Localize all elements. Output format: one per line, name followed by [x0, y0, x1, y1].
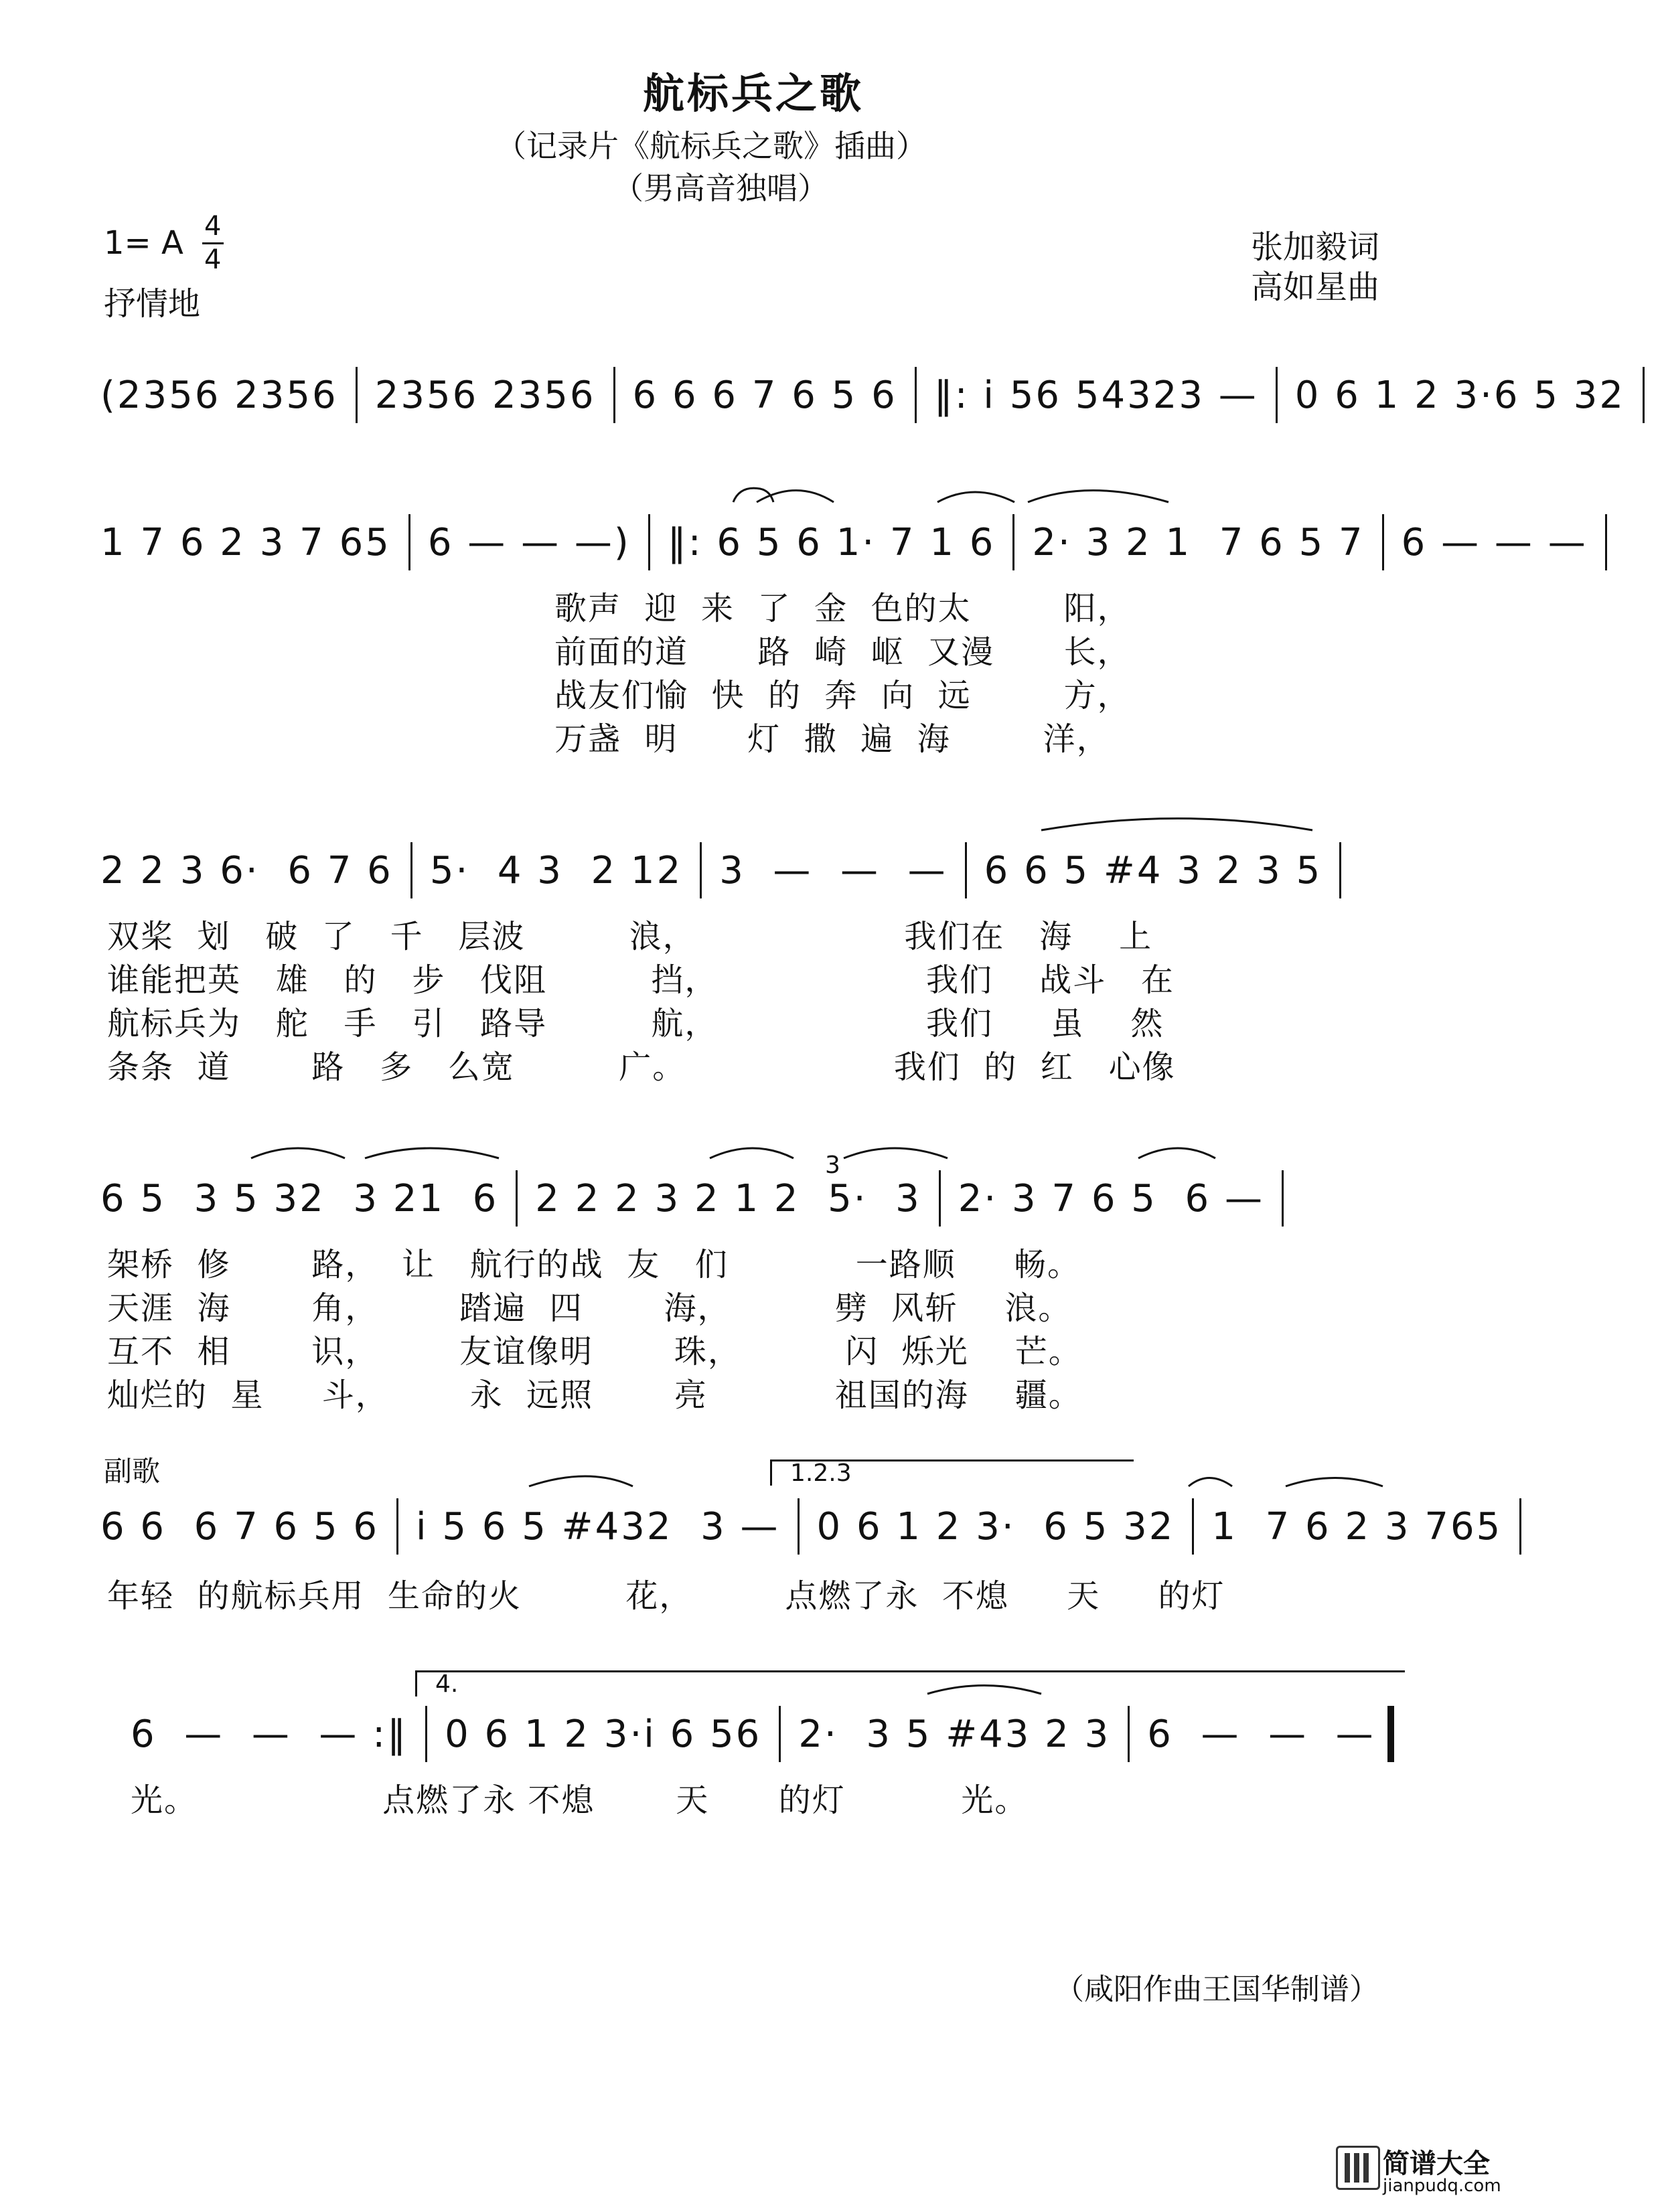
slur — [365, 1148, 499, 1158]
lyrics-verse-1: 双桨 划 破 了 千 层波 浪， 我们在 海 上 — [107, 918, 1153, 955]
measure: ‖: i 56 54323 — — [933, 373, 1258, 417]
transcriber-credit: （咸阳作曲王国华制谱） — [1055, 1972, 1379, 2006]
slur — [1189, 1478, 1232, 1487]
measure: 2 2 3 6· 6 7 6 — [100, 848, 393, 892]
lyrics-chorus: 年轻 的航标兵用 生命的火 花， 点燃了永 不熄 天 的灯 — [107, 1577, 1225, 1615]
measure: 5· 4 3 2 12 — [429, 848, 683, 892]
measure: 6 — — — — [1147, 1712, 1375, 1756]
slur — [1041, 819, 1312, 831]
triplet-marker: 3 — [825, 1152, 840, 1179]
lyrics-verse-2: 天涯 海 角， 踏遍 四 海， 劈 风斩 浪。 — [107, 1289, 1072, 1327]
lyrics-verse-3: 互不 相 识， 友谊像明 珠， 闪 烁光 芒。 — [107, 1333, 1082, 1370]
slur — [710, 1148, 794, 1158]
lyrics-ending: 光。 点燃了永 不熄 天 的灯 光。 — [131, 1782, 1029, 1819]
slur — [937, 492, 1014, 502]
subtitle-film: （记录片《航标兵之歌》插曲） — [496, 128, 927, 164]
measure: 6 6 5 #4 3 2 3 5 — [984, 848, 1323, 892]
lyrics-verse-1: 歌声 迎 来 了 金 色的太 阳， — [554, 590, 1131, 627]
slur — [733, 488, 773, 502]
measure: ‖: 6 5 6 1· 7 1 6 — [667, 520, 996, 564]
measure: 2 2 2 3 2 1 2 5· 3 — [535, 1176, 921, 1220]
barline — [1519, 1498, 1521, 1555]
lyrics-verse-4: 条条 道 路 多 么宽 广。 我们 的 红 心像 — [107, 1048, 1176, 1086]
slur — [529, 1476, 633, 1486]
measure: 3 — — — — [719, 848, 948, 892]
song-title: 航标兵之歌 — [643, 69, 864, 118]
measure: 6 6 6 7 6 5 6 — [632, 373, 897, 417]
measure: 2· 3 2 1 7 6 5 7 — [1032, 520, 1365, 564]
measure: 2· 3 5 #43 2 3 — [798, 1712, 1111, 1756]
time-signature-bottom: 4 — [204, 244, 222, 275]
watermark-url: jianpudq.com — [1383, 2176, 1501, 2196]
subtitle-voice: （男高音独唱） — [613, 170, 828, 206]
measure: 2· 3 7 6 5 6 — — [958, 1176, 1264, 1220]
slur — [927, 1686, 1041, 1694]
volta-label-1: 1.2.3 — [790, 1459, 852, 1487]
measure: 0 6 1 2 3·i 6 56 — [445, 1712, 762, 1756]
measure: 0 6 1 2 3· 6 5 32 — [816, 1504, 1175, 1549]
measure: 6 — — —) — [427, 520, 631, 564]
barline — [1643, 367, 1645, 423]
lyrics-verse-2: 谁能把英 雄 的 步 伐阻 挡， 我们 战斗 在 — [107, 961, 1175, 999]
lyrics-verse-4: 灿烂的 星 斗， 永 远照 亮 祖国的海 疆。 — [107, 1376, 1082, 1414]
lyrics-verse-3: 航标兵为 舵 手 引 路导 航， 我们 虽 然 — [107, 1005, 1164, 1042]
measure: 6 5 3 5 32 3 21 6 — [100, 1176, 499, 1220]
lyrics-verse-3: 战友们愉 快 的 奔 向 远 方， — [554, 677, 1131, 714]
slur — [844, 1148, 948, 1158]
chorus-label: 副歌 — [104, 1455, 161, 1488]
measure: (2356 2356 — [100, 373, 338, 417]
measure: 6 — — — :‖ — [131, 1712, 408, 1756]
watermark-name: 简谱大全 — [1383, 2148, 1490, 2179]
composer: 高如星曲 — [1251, 268, 1380, 306]
slur — [1286, 1478, 1383, 1487]
measure: 1 7 6 2 3 765 — [1211, 1504, 1503, 1549]
slur — [251, 1148, 345, 1158]
measure: 6 — — — — [1401, 520, 1588, 564]
lyricist: 张加毅词 — [1251, 228, 1380, 266]
barline — [1605, 514, 1607, 570]
measure: i 5 6 5 #432 3 — — [416, 1504, 780, 1549]
slur — [1028, 491, 1168, 503]
lyrics-verse-4: 万盏 明 灯 撒 遍 海 洋， — [554, 720, 1110, 758]
volta-label-2: 4. — [435, 1670, 459, 1698]
lyrics-verse-2: 前面的道 路 崎 岖 又漫 长， — [554, 633, 1131, 671]
key-signature: 1= A — [104, 224, 183, 262]
tempo-marking: 抒情地 — [104, 285, 201, 323]
time-signature-top: 4 — [204, 211, 222, 242]
measure: 6 6 6 7 6 5 6 — [100, 1504, 380, 1549]
slur — [1138, 1148, 1215, 1158]
measure: 0 6 1 2 3·6 5 32 — [1294, 373, 1626, 417]
measure: 2356 2356 — [374, 373, 596, 417]
measure: 1 7 6 2 3 7 65 — [100, 520, 391, 564]
lyrics-verse-1: 架桥 修 路， 让 航行的战 友 们 一路顺 畅。 — [107, 1246, 1081, 1283]
